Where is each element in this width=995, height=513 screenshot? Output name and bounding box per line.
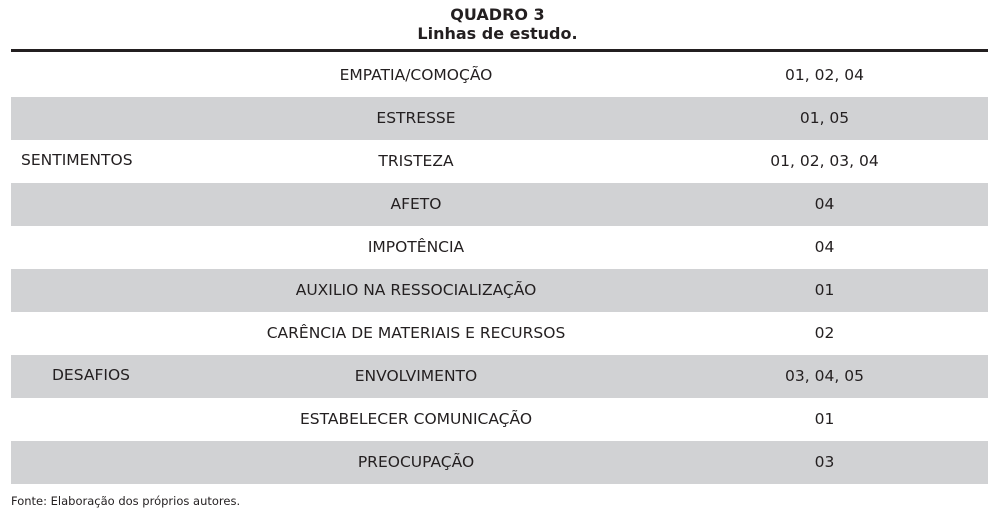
category-label-sentimentos: SENTIMENTOS xyxy=(21,151,133,169)
theme-cell: AFETO xyxy=(390,195,442,213)
table-row xyxy=(11,269,988,312)
reference-cell: 03, 04, 05 xyxy=(785,367,864,385)
theme-cell: ENVOLVIMENTO xyxy=(354,367,478,385)
table-row xyxy=(11,97,988,140)
reference-cell: 01 xyxy=(814,410,835,428)
theme-cell: IMPOTÊNCIA xyxy=(367,238,465,256)
table-row xyxy=(11,140,988,183)
table-row xyxy=(11,355,988,398)
theme-cell: PREOCUPAÇÃO xyxy=(357,453,475,471)
theme-cell: TRISTEZA xyxy=(378,152,454,170)
reference-cell: 03 xyxy=(814,453,835,471)
theme-cell: CARÊNCIA DE MATERIAIS E RECURSOS xyxy=(266,324,566,342)
theme-cell: AUXILIO NA RESSOCIALIZAÇÃO xyxy=(295,281,537,299)
reference-cell: 01 xyxy=(814,281,835,299)
table-row xyxy=(11,226,988,269)
category-label-desafios: DESAFIOS xyxy=(52,366,130,384)
reference-cell: 04 xyxy=(814,238,835,256)
table-row xyxy=(11,312,988,355)
table-subtitle: Linhas de estudo. xyxy=(417,24,578,43)
source-note: Fonte: Elaboração dos próprios autores. xyxy=(11,494,241,508)
header-rule xyxy=(11,49,988,52)
theme-cell: ESTRESSE xyxy=(376,109,456,127)
table-row xyxy=(11,54,988,97)
reference-cell: 01, 02, 04 xyxy=(785,66,864,84)
table-row xyxy=(11,183,988,226)
table-title: QUADRO 3 xyxy=(450,5,545,24)
reference-cell: 01, 02, 03, 04 xyxy=(770,152,879,170)
reference-cell: 01, 05 xyxy=(799,109,850,127)
reference-cell: 04 xyxy=(814,195,835,213)
reference-cell: 02 xyxy=(814,324,835,342)
table-row xyxy=(11,441,988,484)
theme-cell: ESTABELECER COMUNICAÇÃO xyxy=(299,410,533,428)
theme-cell: EMPATIA/COMOÇÃO xyxy=(339,66,493,84)
study-lines-table xyxy=(11,54,988,484)
table-row xyxy=(11,398,988,441)
